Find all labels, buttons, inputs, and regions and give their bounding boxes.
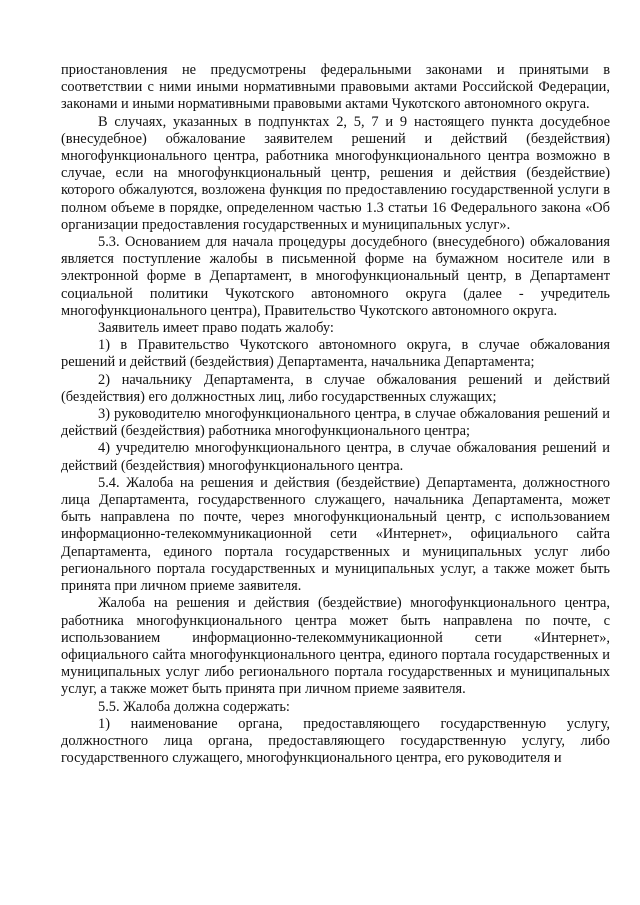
paragraph-right-to-complain: Заявитель имеет право подать жалобу: xyxy=(98,320,334,337)
paragraph-5-4: 5.4. Жалоба на решения и действия (бездействие) Департамента, должностного лица Департамента, государственного служащего, начальника Департамента, может быть направлена по почте, через многофункциональный центр, с использованием информационно-телекоммуникационной сети «Интернет», официального сайта Департамента, единого портала государственных и муниципальных услуг либо регионального портала государственных и муниципальных услуг, а также может быть принята при личном приеме заявителя. xyxy=(61,474,610,595)
list-item-4: 4) учредителю многофункционального центра, в случае обжалования решений и действий (бездействия) многофункционального центра. xyxy=(61,440,610,474)
list-item-1: 1) в Правительство Чукотского автономного округа, в случае обжалования решений и действий (бездействия) Департамента, начальника Департамента; xyxy=(61,337,610,371)
paragraph-5-3: 5.3. Основанием для начала процедуры досудебного (внесудебного) обжалования является поступление жалобы в письменной форме на бумажном носителе или в электронной форме в Департамент, в многофункциональный центр, в Департамент социальной политики Чукотского автономного округа (далее - учредитель многофункционального центра), Правительство Чукотского автономного округа. xyxy=(61,234,610,319)
list-item-3: 3) руководителю многофункционального центра, в случае обжалования решений и действий (бездействия) работника многофункционального центра; xyxy=(61,406,610,440)
paragraph-continuation: приостановления не предусмотрены федеральными законами и принятыми в соответствии с ними иными нормативными правовыми актами Российской Федерации, законами и иными нормативными правовыми актами Чукотского автономного округа. xyxy=(61,62,610,113)
paragraph-pretrial-cases: В случаях, указанных в подпунктах 2, 5, 7 и 9 настоящего пункта досудебное (внесудебное) обжалование заявителем решений и действий (бездействия) многофункционального центра, работника многофункционального центра возможно в случае, если на многофункциональный центр, решения и действия (бездействие) которого обжалуются, возложена функция по предоставлению государственной услуги в полном объеме в порядке, определенном частью 1.3 статьи 16 Федерального закона «Об организации предоставления государственных и муниципальных услуг». xyxy=(61,113,610,233)
list-item-2: 2) начальнику Департамента, в случае обжалования решений и действий (бездействия) его должностных лиц, либо государственных служащих; xyxy=(61,371,610,405)
list-item-5-5-1: 1) наименование органа, предоставляющего государственную услугу, должностного лица органа, предоставляющего государственную услугу, либо государственного служащего, многофункционального центра, его руководителя и xyxy=(61,715,610,767)
document-page xyxy=(61,62,610,767)
paragraph-mfc-complaint: Жалоба на решения и действия (бездействие) многофункционального центра, работника многофункционального центра может быть направлена по почте, с использованием информационно-телекоммуникационной сети «Интернет», официального сайта многофункционального центра, единого портала государственных и муниципальных услуг либо регионального портала государственных и муниципальных услуг, а также может быть принята при личном приеме заявителя. xyxy=(61,595,610,698)
paragraph-5-5: 5.5. Жалоба должна содержать: xyxy=(98,698,290,715)
